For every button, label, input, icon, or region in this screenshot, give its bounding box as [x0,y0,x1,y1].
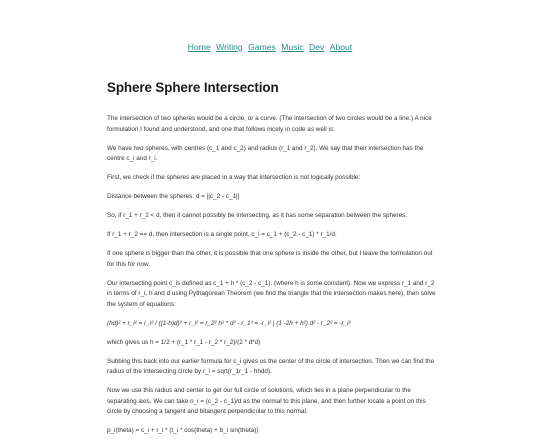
paragraph-distance: Distance between the spheres: d = ||c_2 - c_1|| [107,193,240,200]
nav-link-home[interactable]: Home [187,42,211,52]
nav-link-writing[interactable]: Writing [216,42,243,52]
nav-link-about[interactable]: About [329,42,353,52]
paragraph-radius: Subbing this back into our earlier formula for c_i gives us the center of the circle of intersection. Then we can find the radius of the intersecting circle by r_i = sqrt(r_1r_1 - hhdd). [107,357,435,375]
paragraph-separated: So, if r_1 + r_2 < d, then it cannot possibly be intersecting, as it has some separation between the spheres. [107,212,408,219]
paragraph-spheres: We have two spheres, with centres (c_1 and c_2) and radius (r_1 and r_2). We say that their intersection has the centre c_i and r_i. [107,144,424,162]
paragraph-circle: Now we use this radius and center to get our full circle of solutions, which lies in a plane perpendicular to the separating axis. We can take n_i = (c_2 - c_1)/d as the normal to this plane, and then further locate a point on this circle by choosing a tangent and bitangent perpendicular to this normal. [107,387,426,415]
paragraph-intersecting-point: Our intersecting point c_is defined as c_1 + h * (c_2 - c_1). (where h is some constant). Now we express r_1 and r_2 in terms of r_i, h and d using Pythagorean Theorem (we find the triangle that the intersection makes here), then solve the system of equations: [107,279,436,308]
page-title: Sphere Sphere Intersection [107,80,279,95]
top-nav [0,42,540,52]
nav-link-dev[interactable]: Dev [309,42,325,52]
paragraph-parametric: p_i(theta) = c_i + r_i * (t_i * cos(theta) + b_i sin(theta)) [107,427,259,434]
paragraph-intro: The intersection of two spheres would be a circle, or a curve. (The intersection of two circles would be a line.) A nice formulation I found and understood, and one that follows nicely in code as well is: [107,115,432,133]
paragraph-inside: If one sphere is bigger than the other, it is possible that one sphere is inside the other, but I leave the formulation out for this for now. [107,250,433,268]
paragraph-check: First, we check if the spheres are placed in a way that intersection is not logically possible: [107,174,361,181]
paragraph-h-result: which gives us h = 1/2 + (r_1 * r_1 - r_2 * r_2)/(2 * d*d) [107,338,261,346]
nav-link-games[interactable]: Games [248,42,276,52]
equation-system: (hd)² + r_i² = r_i² / ((1-h)d)² + r_i² = r_2² h² * d² - r_1² = -r_i² | (1 -2h + h²) d² - r_2² = -r_i² [107,319,351,327]
article [107,80,437,445]
paragraph-single-point: If r_1 + r_2 == d, then intersection is a single point, c_i = c_1 + (c_2 - c_1) * r_1/d. [107,231,337,238]
nav-link-music[interactable]: Music [281,42,304,52]
